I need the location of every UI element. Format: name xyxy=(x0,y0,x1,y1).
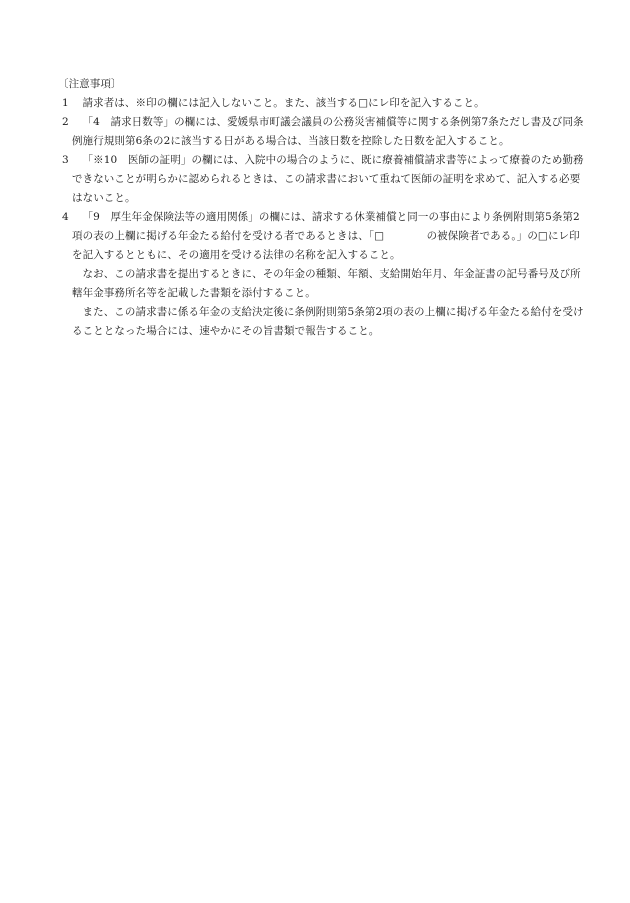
note-text: 「4 請求日数等」の欄には、愛媛県市町議会議員の公務災害補償等に関する条例第7条ただし書及び同条例施行規則第6条の2に該当する日がある場合は、当該日数を控除した日数を記入すること。 xyxy=(72,116,584,147)
note-paragraph: なお、この請求書を提出するときに、その年金の種類、年額、支給開始年月、年金証書の記号番号及び所轄年金事務所名等を記載した書類を添付すること。 xyxy=(72,268,581,299)
note-number: 3 xyxy=(62,154,69,166)
note-text: 請求者は、※印の欄には記入しないこと。また、該当する□にレ印を記入すること。 xyxy=(82,97,485,109)
note-text: 「※10 医師の証明」の欄には、入院中の場合のように、既に療養補償請求書等によって療養のため勤務できないことが明らかに認められるときは、この請求書において重ねて医師の証明を求めて、記入する必要はないこと。 xyxy=(72,154,584,204)
note-paragraph: また、この請求書に係る年金の支給決定後に条例附則第5条第2項の表の上欄に掲げる年金たる給付を受けることとなった場合には、速やかにその旨書類で報告すること。 xyxy=(72,306,584,337)
note-item-1 xyxy=(58,94,586,113)
note-item-2 xyxy=(58,113,586,151)
notes-section xyxy=(58,75,586,341)
note-item-4 xyxy=(58,208,586,341)
note-item-3 xyxy=(58,151,586,208)
note-text: 「9 厚生年金保険法等の適用関係」の欄には、請求する休業補償と同一の事由により条例附則第5条第2項の表の上欄に掲げる年金たる給付を受ける者であるときは、「□ の被保険者である。」の□にレ印を記入するとともに、その適用を受ける法律の名称を記入すること。 xyxy=(72,211,580,261)
notes-heading: 〔注意事項〕 xyxy=(58,78,122,90)
note-number: 1 xyxy=(62,97,69,109)
note-number: 4 xyxy=(62,211,69,223)
note-number: 2 xyxy=(62,116,69,128)
